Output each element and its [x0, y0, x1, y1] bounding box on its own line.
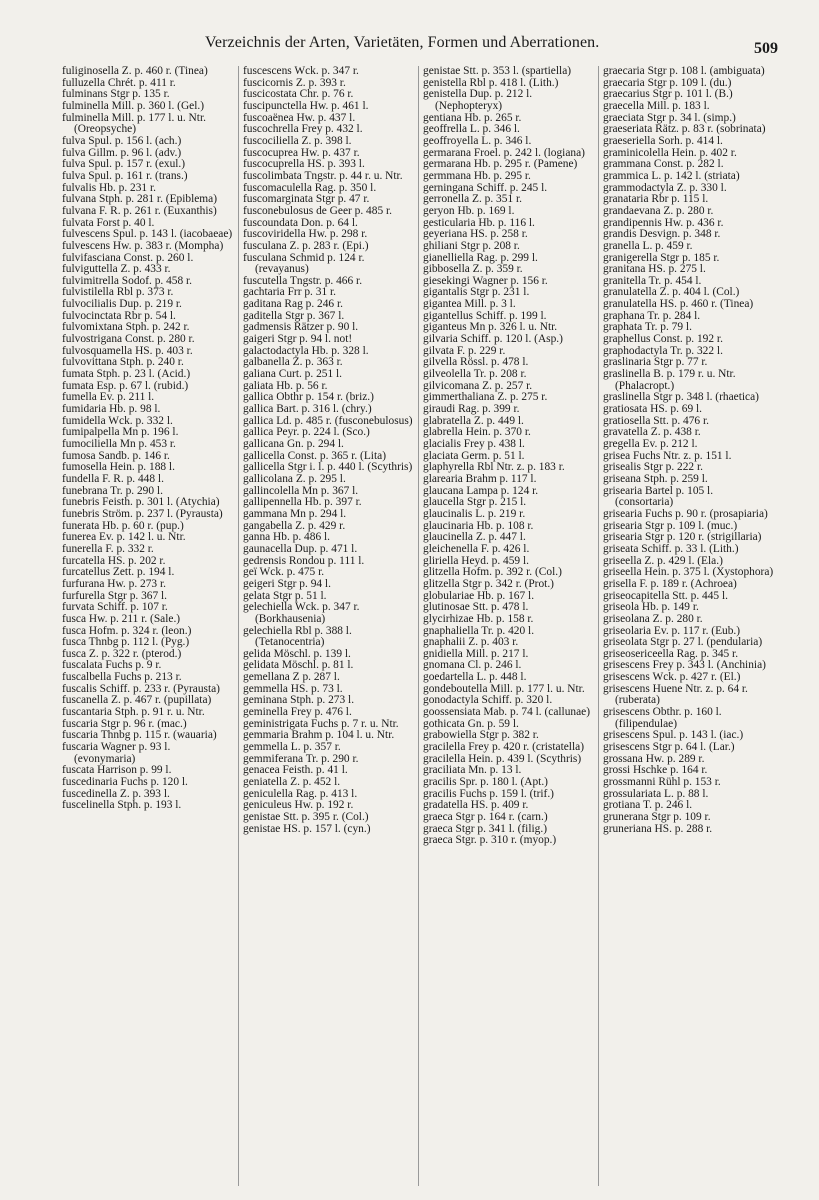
index-entry: grandipennis Hw. p. 436 r. [603, 216, 724, 229]
index-entry: fuscelinella Stph. p. 193 l. [62, 799, 182, 812]
index-entry: griseola Hb. p. 149 r. [603, 601, 699, 614]
index-entry: goedartella L. p. 448 l. [423, 671, 527, 684]
index-entry: fumidella Wck. p. 332 l. [62, 414, 173, 427]
page-header [0, 34, 819, 60]
index-entry: gimmerthaliana Z. p. 275 r. [423, 391, 548, 404]
index-entry: gallicana Gn. p. 294 l. [243, 438, 344, 450]
index-entry: geï Wck. p. 475 r. [243, 566, 325, 579]
index-entry: fuscescens Wck. p. 347 r. [243, 66, 359, 77]
index-entry: gnomana Cl. p. 246 l. [423, 659, 522, 672]
index-column-4 [598, 66, 778, 1186]
index-entry: grammica L. p. 142 l. (striata) [603, 169, 740, 182]
index-entry: fulva Spul. p. 157 r. (exul.) [62, 158, 186, 171]
index-entry: fuscedinaria Fuchs p. 120 l. [62, 776, 188, 789]
index-entry: fumidaria Hb. p. 98 l. [62, 403, 161, 416]
index-entry: fulvana Stph. p. 281 r. (Epiblema) [62, 193, 218, 206]
index-entry: glaucinella Z. p. 447 l. [423, 531, 526, 544]
index-entry: genacea Feisth. p. 41 l. [243, 764, 348, 777]
index-entry: gallica Obthr p. 154 r. (briz.) [243, 391, 374, 404]
index-entry: glaucinaria Hb. p. 108 r. [423, 519, 534, 532]
index-entry: fuscolimbata Tngstr. p. 44 r. u. Ntr. [243, 169, 403, 182]
index-entry: grammana Const. p. 282 l. [603, 158, 724, 171]
index-entry: glitzella Hofm. p. 392 r. (Col.) [423, 566, 562, 579]
index-entry: genistella Dup. p. 212 l. (Nephopteryx) [423, 88, 533, 112]
index-entry: gemmella HS. p. 73 l. [243, 682, 343, 695]
index-entry: grisearia Stgr p. 120 r. (strigillaria) [603, 531, 762, 544]
index-entry: fuscanella Z. p. 467 r. (pupillata) [62, 694, 212, 707]
index-entry: gilvata F. p. 229 r. [423, 344, 506, 357]
index-entry: granella L. p. 459 r. [603, 239, 693, 252]
index-entry: gilvaria Schiff. p. 120 l. (Asp.) [423, 333, 563, 346]
index-entry: geministrigata Fuchs p. 7 r. u. Ntr. [243, 717, 399, 730]
index-entry: graslinella B. p. 179 r. u. Ntr. (Phalacropt.) [603, 368, 736, 392]
index-entry: graecarius Stgr p. 101 l. (B.) [603, 88, 733, 101]
index-entry: funebrana Tr. p. 290 l. [62, 484, 163, 497]
index-entry: funerella F. p. 332 r. [62, 542, 154, 555]
index-entry: glaucella Stgr p. 215 l. [423, 496, 527, 509]
index-entry: gracilis Fuchs p. 159 l. (trif.) [423, 787, 554, 800]
index-entry: fusconebulosus de Geer p. 485 r. [243, 204, 392, 217]
index-entry: gigantea Mill. p. 3 l. [423, 298, 516, 311]
index-entry: graecella Mill. p. 183 l. [603, 99, 710, 112]
index-entry: fuscedinella Z. p. 393 l. [62, 787, 170, 800]
index-entry: fuscalbella Fuchs p. 213 r. [62, 671, 182, 684]
index-entry: gleichenella F. p. 426 l. [423, 542, 530, 555]
index-entry: granitella Tr. p. 454 l. [603, 274, 702, 287]
index-entry: fumata Stph. p. 23 l. (Acid.) [62, 368, 191, 381]
index-entry: fulvovittana Stph. p. 240 r. [62, 356, 184, 369]
index-entry: fusca Z. p. 322 r. (pterod.) [62, 647, 182, 660]
index-entry: fusculana Z. p. 283 r. (Epi.) [243, 239, 369, 252]
index-entry: grisealis Stgr p. 222 r. [603, 461, 703, 474]
index-entry: gedrensis Rondou p. 111 l. [243, 554, 365, 567]
index-entry: grossi Hschke p. 164 r. [603, 764, 708, 777]
index-entry: giesekingi Wagner p. 156 r. [423, 274, 548, 287]
index-entry: grisella F. p. 189 r. (Achroea) [603, 577, 737, 590]
index-entry: furfurella Stgr p. 367 l. [62, 589, 168, 602]
index-entry: gracilis Spr. p. 180 l. (Apt.) [423, 776, 548, 789]
index-entry: fuscicornis Z. p. 393 r. [243, 76, 346, 89]
index-entry: globulariae Hb. p. 167 l. [423, 589, 535, 602]
index-entry: fundella F. R. p. 448 l. [62, 472, 164, 485]
index-entry: griseolata Stgr p. 27 l. (pendularia) [603, 636, 763, 649]
index-entry: fuscocuprella HS. p. 393 l. [243, 158, 365, 171]
index-entry: gallincolella Mn p. 367 l. [243, 484, 359, 497]
index-entry: gnaphaliella Tr. p. 420 l. [423, 624, 535, 637]
index-entry: grandaevana Z. p. 280 r. [603, 204, 714, 217]
index-entry: geminella Frey p. 476 l. [243, 706, 352, 719]
index-entry: gaditana Rag p. 246 r. [243, 298, 343, 311]
index-entry: genistae HS. p. 157 l. (cyn.) [243, 822, 371, 835]
index-entry: geoffroyella L. p. 346 l. [423, 134, 532, 147]
index-entry: ghiliani Stgr p. 208 r. [423, 239, 520, 252]
index-entry: gentiana Hb. p. 265 r. [423, 111, 522, 124]
index-entry: fusca Thnbg p. 112 l. (Pyg.) [62, 636, 190, 649]
index-entry: funerata Hb. p. 60 r. (pup.) [62, 519, 184, 532]
index-entry: gemmaria Brahm p. 104 l. u. Ntr. [243, 729, 395, 742]
index-entry: gelidata Möschl. p. 81 l. [243, 659, 354, 672]
index-entry: grisescens Spul. p. 143 l. (iac.) [603, 729, 744, 742]
index-entry: fulvata Forst p. 40 l. [62, 216, 155, 229]
index-entry: grisea Fuchs Ntr. z. p. 151 l. [603, 449, 732, 462]
index-entry: fulvosquamella HS. p. 403 r. [62, 344, 193, 357]
index-entry: fulvimitrella Sodof. p. 458 r. [62, 274, 193, 287]
index-entry: graslinella Stgr p. 348 l. (rhaetica) [603, 391, 759, 404]
index-entry: ganna Hb. p. 486 l. [243, 531, 330, 544]
index-entry: fuscociliella Z. p. 398 l. [243, 134, 352, 147]
index-entry: fulva Spul. p. 161 r. (trans.) [62, 169, 188, 182]
index-entry: galbanella Z. p. 363 r. [243, 356, 343, 369]
index-entry: fulvomixtana Stph. p. 242 r. [62, 321, 190, 334]
page-number: 509 [754, 40, 778, 57]
index-column-3 [418, 66, 598, 1186]
index-entry: glitzella Stgr p. 342 r. (Prot.) [423, 577, 554, 590]
index-entry: germarana Hb. p. 295 r. (Pamene) [423, 158, 578, 171]
index-entry: gratiosella Stt. p. 476 r. [603, 414, 709, 427]
index-entry: glaucana Lampa p. 124 r. [423, 484, 539, 497]
index-entry: gigantalis Stgr p. 231 l. [423, 286, 530, 299]
index-entry: geyeriana HS. p. 258 r. [423, 228, 528, 241]
index-entry: gothicata Gn. p. 59 l. [423, 717, 519, 730]
index-entry: gachtaria Frr p. 31 r. [243, 286, 336, 299]
index-entry: gemmiferana Tr. p. 290 r. [243, 752, 359, 765]
index-entry: gemmella L. p. 357 r. [243, 741, 341, 754]
index-entry: geryon Hb. p. 169 l. [423, 204, 515, 217]
index-entry: gilveolella Tr. p. 208 r. [423, 368, 527, 381]
index-entry: gruneriana HS. p. 288 r. [603, 822, 713, 835]
index-entry: grossana Hw. p. 289 r. [603, 752, 705, 765]
index-entry: funebris Ström. p. 237 l. (Pyrausta) [62, 507, 223, 520]
index-entry: geniculeus Hw. p. 192 r. [243, 799, 354, 812]
index-entry: grossulariata L. p. 88 l. [603, 787, 709, 800]
index-entry: gammana Mn p. 294 l. [243, 507, 347, 520]
index-entry: graphellus Const. p. 192 r. [603, 333, 723, 346]
index-entry: fulvalis Hb. p. 231 r. [62, 181, 156, 194]
index-entry: fulminella Mill. p. 360 l. (Gel.) [62, 99, 205, 112]
index-entry: grunerana Stgr p. 109 r. [603, 811, 711, 823]
index-entry: grandis Desvign. p. 348 r. [603, 228, 721, 241]
index-entry: fusca Hw. p. 211 r. (Sale.) [62, 612, 181, 625]
index-entry: granulatella Z. p. 404 l. (Col.) [603, 286, 740, 299]
index-entry: griseolana Z. p. 280 r. [603, 612, 703, 625]
index-entry: grotiana T. p. 246 l. [603, 799, 693, 812]
index-entry: graecaria Stgr p. 109 l. (du.) [603, 76, 732, 89]
index-entry: gemellana Z p. 287 l. [243, 671, 340, 684]
index-entry: fuscomarginata Stgr p. 47 r. [243, 193, 370, 206]
index-entry: gelechiella Wck. p. 347 r. (Borkhausenia) [243, 601, 360, 625]
index-entry: fulvocilialis Dup. p. 219 r. [62, 298, 182, 311]
index-entry: gelida Möschl. p. 139 l. [243, 647, 351, 660]
index-entry: grisescens Obthr. p. 160 l. (filipendulae) [603, 706, 722, 730]
index-entry: fuscoundata Don. p. 64 l. [243, 216, 358, 229]
index-entry: gallicella Stgr i. l. p. 440 l. (Scythris) [243, 461, 413, 474]
index-entry: gibbosella Z. p. 359 r. [423, 263, 523, 276]
index-entry: griseocapitella Stt. p. 445 l. [603, 589, 728, 602]
index-entry: germarana Froel. p. 242 l. (logiana) [423, 146, 585, 159]
index-entry: germmana Hb. p. 295 r. [423, 169, 531, 182]
index-entry: fulvocinctata Rbr p. 54 l. [62, 309, 176, 322]
index-entry: granitana HS. p. 275 l. [603, 263, 706, 276]
index-entry: fuscicostata Chr. p. 76 r. [243, 88, 354, 101]
index-entry: fuscutella Tngstr. p. 466 r. [243, 274, 363, 287]
index-entry: fumella Ev. p. 211 l. [62, 391, 155, 404]
index-entry: gallica Ld. p. 485 r. (fusconebulosus) [243, 414, 413, 427]
index-entry: fuscaria Stgr p. 96 r. (mac.) [62, 717, 187, 730]
index-entry: geigeri Stgr p. 94 l. [243, 577, 331, 590]
index-entry: fulvistilella Rbl p. 373 r. [62, 286, 174, 299]
index-entry: gradatella HS. p. 409 r. [423, 799, 529, 812]
index-entry: gilvella Rössl. p. 478 l. [423, 356, 529, 369]
index-entry: griseana Stph. p. 259 l. [603, 472, 708, 485]
index-entry: graeca Stgr p. 164 r. (carn.) [423, 811, 548, 823]
index-entry: gaditella Stgr p. 367 l. [243, 309, 345, 322]
index-entry: gallicolana Z. p. 295 l. [243, 472, 346, 485]
index-entry: fuscocuprea Hw. p. 437 r. [243, 146, 360, 159]
index-entry: fumosella Hein. p. 188 l. [62, 461, 175, 474]
index-entry: graeciata Stgr p. 34 l. (simp.) [603, 111, 736, 124]
index-entry: fuscalis Schiff. p. 233 r. (Pyrausta) [62, 682, 220, 695]
index-entry: gianelliella Rag. p. 299 l. [423, 251, 538, 264]
index-entry: fulva Gillm. p. 96 l. (adv.) [62, 146, 182, 159]
index-entry: gerronella Z. p. 351 r. [423, 193, 523, 206]
index-columns [58, 66, 788, 1186]
index-entry: graciliata Mn. p. 13 l. [423, 764, 522, 777]
index-entry: geniculella Rag. p. 413 l. [243, 787, 358, 800]
index-entry: fuscomaculella Rag. p. 350 l. [243, 181, 377, 194]
index-entry: glacialis Frey p. 438 l. [423, 438, 525, 450]
index-entry: gangabella Z. p. 429 r. [243, 519, 346, 532]
index-entry: gelechiella Rbl p. 388 l. (Tetanocentria) [243, 624, 352, 649]
index-entry: griseata Schiff. p. 33 l. (Lith.) [603, 542, 739, 555]
index-entry: graminicolella Hein. p. 402 r. [603, 146, 737, 159]
index-entry: graphata Tr. p. 79 l. [603, 321, 692, 334]
index-entry: fulvescens Spul. p. 143 l. (iacobaeae) [62, 228, 233, 241]
index-entry: geniatella Z. p. 452 l. [243, 776, 341, 789]
index-entry: gerningana Schiff. p. 245 l. [423, 181, 548, 194]
index-entry: fumipalpella Mn p. 196 l. [62, 426, 179, 439]
index-entry: gesticularia Hb. p. 116 l. [423, 216, 535, 229]
index-entry: grisescens Huene Ntr. z. p. 64 r. (ruberata) [603, 682, 748, 707]
index-entry: graslinaria Stgr p. 77 r. [603, 356, 708, 369]
index-entry: galiana Curt. p. 251 l. [243, 368, 343, 381]
index-entry: fulvescens Hw. p. 383 r. (Mompha) [62, 239, 224, 252]
index-entry: genistella Rbl p. 418 l. (Lith.) [423, 76, 559, 89]
index-entry: graecaria Stgr p. 108 l. (ambiguata) [603, 66, 765, 77]
index-entry: giraudi Rag. p. 399 r. [423, 403, 520, 416]
index-entry: genistae Stt. p. 395 r. (Col.) [243, 811, 369, 823]
index-entry: fusculana Schmid p. 124 r. (revayanus) [243, 251, 365, 276]
index-entry: griseella Hein. p. 375 l. (Xystophora) [603, 566, 774, 579]
index-entry: graphodactyla Tr. p. 322 l. [603, 344, 723, 357]
index-entry: gadmensis Rätzer p. 90 l. [243, 321, 359, 334]
index-column-1 [58, 66, 238, 1186]
index-entry: fulminella Mill. p. 177 l. u. Ntr. (Oreopsyche) [62, 111, 206, 136]
index-entry: gondeboutella Mill. p. 177 l. u. Ntr. [423, 682, 585, 695]
index-entry: fusca Hofm. p. 324 r. (leon.) [62, 624, 192, 637]
index-entry: gregella Ev. p. 212 l. [603, 438, 698, 450]
index-entry: fuscipunctella Hw. p. 461 l. [243, 99, 369, 112]
index-entry: fulviguttella Z. p. 433 r. [62, 263, 171, 276]
index-entry: glaucinalis L. p. 219 r. [423, 507, 526, 520]
index-entry: fuscochrella Frey p. 432 l. [243, 123, 363, 136]
index-entry: gallipennella Hb. p. 397 r. [243, 496, 362, 509]
index-entry: graeseriella Sorh. p. 414 l. [603, 134, 723, 147]
index-entry: glabrella Hein. p. 370 r. [423, 426, 531, 439]
index-entry: furcatella HS. p. 202 r. [62, 554, 166, 567]
index-entry: fulvostrigana Const. p. 280 r. [62, 333, 195, 346]
index-entry: grabowiella Stgr p. 382 r. [423, 729, 539, 742]
index-entry: granigerella Stgr p. 185 r. [603, 251, 720, 264]
index-entry: fuscoaënea Hw. p. 437 l. [243, 111, 356, 124]
index-entry: grisearia Bartel p. 105 l. (consortaria) [603, 484, 714, 509]
index-entry: gratiosata HS. p. 69 l. [603, 403, 703, 416]
index-entry: glutinosae Stt. p. 478 l. [423, 601, 529, 614]
index-entry: grammodactyla Z. p. 330 l. [603, 181, 727, 194]
index-entry: grisescens Frey p. 343 l. (Anchinia) [603, 659, 766, 672]
index-entry: grisearia Stgr p. 109 l. (muc.) [603, 519, 738, 532]
index-entry: glycirhizae Hb. p. 158 r. [423, 612, 534, 625]
index-entry: fuscoviridella Hw. p. 298 r. [243, 228, 368, 241]
index-entry: fulluzella Chrét. p. 411 r. [62, 76, 176, 89]
index-entry: gelata Stgr p. 51 l. [243, 589, 327, 602]
index-entry: gnaphalii Z. p. 403 r. [423, 636, 519, 649]
index-entry: galactodactyla Hb. p. 328 l. [243, 344, 369, 357]
index-entry: gallicella Const. p. 365 r. (Lita) [243, 449, 386, 462]
index-entry: funerea Ev. p. 142 l. u. Ntr. [62, 531, 186, 544]
index-entry: fuscaria Wagner p. 93 l. (evonymaria) [62, 741, 171, 765]
index-entry: fuscaria Thnbg p. 115 r. (wauaria) [62, 729, 217, 742]
index-entry: glarearia Brahm p. 117 l. [423, 472, 537, 485]
index-entry: granulatella HS. p. 460 r. (Tinea) [603, 298, 754, 311]
index-entry: giganteus Mn p. 326 l. u. Ntr. [423, 321, 558, 334]
index-column-2 [238, 66, 418, 1186]
index-entry: fulva Spul. p. 156 l. (ach.) [62, 134, 182, 147]
index-entry: geoffrella L. p. 346 l. [423, 123, 520, 136]
index-entry: graphana Tr. p. 284 l. [603, 309, 701, 322]
index-entry: fuscantaria Stph. p. 91 r. u. Ntr. [62, 706, 205, 719]
index-entry: fuscata Harrison p. 99 l. [62, 764, 172, 777]
index-entry: gliriella Heyd. p. 459 l. [423, 554, 529, 567]
index-entry: grossmanni Rühl p. 153 r. [603, 776, 721, 789]
index-entry: glaphyrella Rbl Ntr. z. p. 183 r. [423, 461, 565, 474]
index-entry: graeseriata Rätz. p. 83 r. (sobrinata) [603, 123, 766, 136]
index-entry: gallica Bart. p. 316 l. (chry.) [243, 403, 372, 416]
index-entry: granataria Rbr p. 115 l. [603, 193, 709, 206]
index-entry: glaciata Germ. p. 51 l. [423, 449, 525, 462]
index-entry: gallica Peyr. p. 224 l. (Sco.) [243, 426, 370, 439]
index-entry: furcatellus Zett. p. 194 l. [62, 566, 175, 579]
index-entry: furfurana Hw. p. 273 r. [62, 577, 166, 590]
index-entry: fuscalata Fuchs p. 9 r. [62, 659, 162, 672]
index-entry: gracilella Hein. p. 439 l. (Scythris) [423, 752, 582, 765]
index-entry: graeca Stgr p. 341 l. (filig.) [423, 822, 547, 835]
index-entry: griseella Z. p. 429 l. (Ela.) [603, 554, 723, 567]
index-entry: fulvana F. R. p. 261 r. (Euxanthis) [62, 204, 217, 217]
index-entry: gaigeri Stgr p. 94 l. not! [243, 333, 353, 346]
index-entry: genistae Stt. p. 353 l. (spartiella) [423, 66, 572, 77]
index-entry: grisearia Fuchs p. 90 r. (prosapiaria) [603, 507, 768, 520]
index-entry: griseolaria Ev. p. 117 r. (Eub.) [603, 624, 741, 637]
index-entry: fumata Esp. p. 67 l. (rubid.) [62, 379, 189, 392]
index-entry: fumociliella Mn p. 453 r. [62, 438, 176, 450]
index-entry: fulminans Stgr p. 135 r. [62, 88, 170, 101]
index-entry: gigantellus Schiff. p. 199 l. [423, 309, 547, 322]
index-entry: fumosa Sandb. p. 146 r. [62, 449, 170, 462]
index-entry: gracilella Frey p. 420 r. (cristatella) [423, 741, 584, 754]
index-entry: fuliginosella Z. p. 460 r. (Tinea) [62, 66, 208, 77]
index-entry: gaunacella Dup. p. 471 l. [243, 542, 358, 555]
index-entry: goossensiata Mab. p. 74 l. (callunae) [423, 706, 591, 719]
index-entry: galiata Hb. p. 56 r. [243, 379, 328, 392]
index-entry: grisescens Stgr p. 64 l. (Lar.) [603, 741, 735, 754]
index-entry: furvata Schiff. p. 107 r. [62, 601, 168, 614]
index-entry: gilvicomana Z. p. 257 r. [423, 379, 533, 392]
index-entry: griseosericeella Rag. p. 345 r. [603, 647, 739, 660]
index-entry: grisescens Wck. p. 427 r. (El.) [603, 671, 741, 684]
index-entry: gnidiella Mill. p. 217 l. [423, 647, 529, 660]
index-entry: glabratella Z. p. 449 l. [423, 414, 524, 427]
index-entry: fulvifasciana Const. p. 260 l. [62, 251, 194, 264]
index-entry: graeca Stgr. p. 310 r. (myop.) [423, 834, 557, 847]
running-title: Verzeichnis der Arten, Varietäten, Formen und Aberrationen. [205, 34, 600, 51]
index-entry: funebris Feisth. p. 301 l. (Atychia) [62, 496, 220, 509]
index-entry: geminana Stph. p. 273 l. [243, 694, 355, 707]
index-entry: gravatella Z. p. 438 r. [603, 426, 701, 439]
index-entry: gonodactyla Schiff. p. 320 l. [423, 694, 553, 707]
